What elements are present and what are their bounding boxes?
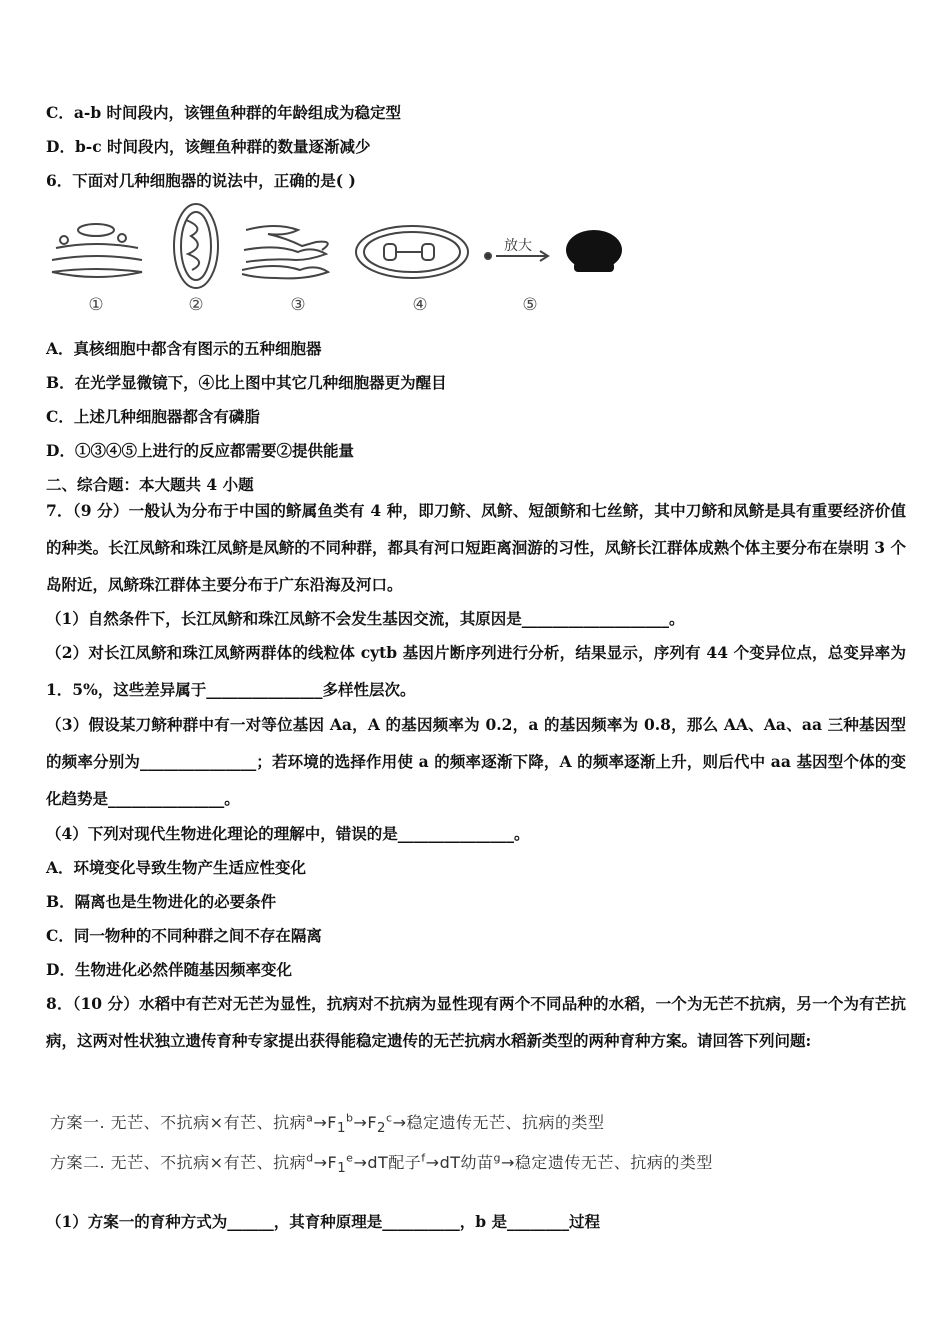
chloroplast-icon	[356, 226, 468, 278]
scheme-2-suffix: 稳定遗传无芒、抗病的类型	[514, 1153, 713, 1172]
golgi-apparatus-icon	[52, 224, 142, 277]
scheme-2-step-f: f	[421, 1151, 426, 1165]
q7-option-a: A．环境变化导致生物产生适应性变化	[46, 858, 307, 877]
q7-part4: （4）下列对现代生物进化理论的理解中，错误的是_______________。	[46, 824, 530, 843]
scheme-2-prefix: 方案二. 无芒、不抗病×有芒、抗病	[50, 1153, 307, 1172]
figure-label-3: ③	[290, 295, 306, 315]
q7-part2: （2）对长江凤鲚和珠江凤鲚两群体的线粒体 cytb 基因片断序列进行分析，结果显示，序列有 44 个变异位点，总变异率为 1．5%，这些差异属于_______________多样性层次。	[46, 643, 906, 699]
figure-label-5: ⑤	[522, 295, 538, 315]
q6-option-c: C．上述几种细胞器都含有磷脂	[46, 407, 260, 426]
q8-stem: 8．（10 分）水稻中有芒对无芒为显性，抗病对不抗病为显性现有两个不同品种的水稻，一个为无芒不抗病，另一个为有芒抗病，这两对性状独立遗传育种专家提出获得能稳定遗传的无芒抗病水稻新类型的两种育种方案。请回答下列问题:	[46, 994, 906, 1050]
q7-option-b: B．隔离也是生物进化的必要条件	[46, 892, 277, 911]
scheme-1-step-b: b	[345, 1111, 354, 1125]
q5-option-c: C．a-b 时间段内，该锂鱼种群的年龄组成为稳定型	[46, 103, 402, 122]
section-heading: 二、综合题：本大题共 4 小题	[46, 475, 254, 494]
scheme-2-f1: F	[327, 1153, 338, 1172]
scheme-1-f1: F	[327, 1113, 337, 1132]
scheme-2-step-g: g	[493, 1151, 501, 1165]
q6-option-d: D．①③④⑤上进行的反应都需要②提供能量	[46, 441, 354, 460]
breeding-scheme-1: 方案一. 无芒、不抗病×有芒、抗病$^a\to F_1^b\to F_2^c\to$稳定遗传无芒、抗病的类型	[50, 1111, 605, 1137]
mitochondrion-icon	[174, 204, 218, 288]
scheme-1-suffix: 稳定遗传无芒、抗病的类型	[406, 1113, 605, 1132]
q6-stem: 6．下面对几种细胞器的说法中，正确的是( )	[46, 171, 356, 190]
q6-option-b: B．在光学显微镜下，④比上图中其它几种细胞器更为醒目	[46, 373, 447, 392]
figure-label-1: ①	[88, 295, 104, 315]
scheme-1-f2: F	[367, 1113, 378, 1132]
scheme-2-step-d: d	[306, 1151, 314, 1165]
endoplasmic-reticulum-icon	[242, 226, 328, 278]
q7-part1: （1）自然条件下，长江凤鲚和珠江凤鲚不会发生基因交流，其原因是___________________。	[46, 609, 685, 628]
q7-option-c: C．同一物种的不同种群之间不存在隔离	[46, 926, 322, 945]
q6-option-a: A．真核细胞中都含有图示的五种细胞器	[46, 339, 322, 358]
arrow-label: 放大	[504, 238, 532, 254]
scheme-2-gamete: dT配子	[367, 1153, 422, 1172]
q5-option-d: D．b-c 时间段内，该鲤鱼种群的数量逐渐减少	[46, 137, 371, 156]
scheme-1-step-c: c	[386, 1111, 393, 1125]
scheme-2-step-e: e	[346, 1151, 354, 1165]
figure-label-2: ②	[188, 295, 204, 315]
scheme-2-seedling: dT幼苗	[439, 1153, 494, 1172]
figure-label-4: ④	[412, 295, 428, 315]
breeding-scheme-2: 方案二. 无芒、不抗病×有芒、抗病$^d\to F_1^e\to dT$配子$^f$→dT幼苗$^g$→稳定遗传无芒、抗病的类型	[50, 1151, 713, 1177]
organelle-figure	[46, 200, 646, 320]
q8-part1: （1）方案一的育种方式为______，其育种原理是__________，b 是________过程	[46, 1212, 601, 1231]
q7-stem: 7．（9 分）一般认为分布于中国的鲚属鱼类有 4 种，即刀鲚、凤鲚、短颌鲚和七丝鲚，其中刀鲚和凤鲚是具有重要经济价值的种类。长江凤鲚和珠江凤鲚是凤鲚的不同种群，都具有河口短距离洄游的习性，凤鲚长江群体成熟个体主要分布在崇明 3 个岛附近，凤鲚珠江群体主要分布于广东沿海及河口。	[46, 501, 906, 594]
q7-part3: （3）假设某刀鲚种群中有一对等位基因 Aa，A 的基因频率为 0.2，a 的基因频率为 0.8，那么 AA、Aa、aa 三种基因型的频率分别为_______________；若环境的选择作用使 a 的频率逐渐下降，A 的频率逐渐上升，则后代中 aa 基因型个体的变化趋势是_______________。	[46, 715, 906, 808]
q7-option-d: D．生物进化必然伴随基因频率变化	[46, 960, 292, 979]
scheme-1-prefix: 方案一. 无芒、不抗病×有芒、抗病	[50, 1113, 307, 1132]
scheme-1-step-a: a	[306, 1111, 314, 1125]
